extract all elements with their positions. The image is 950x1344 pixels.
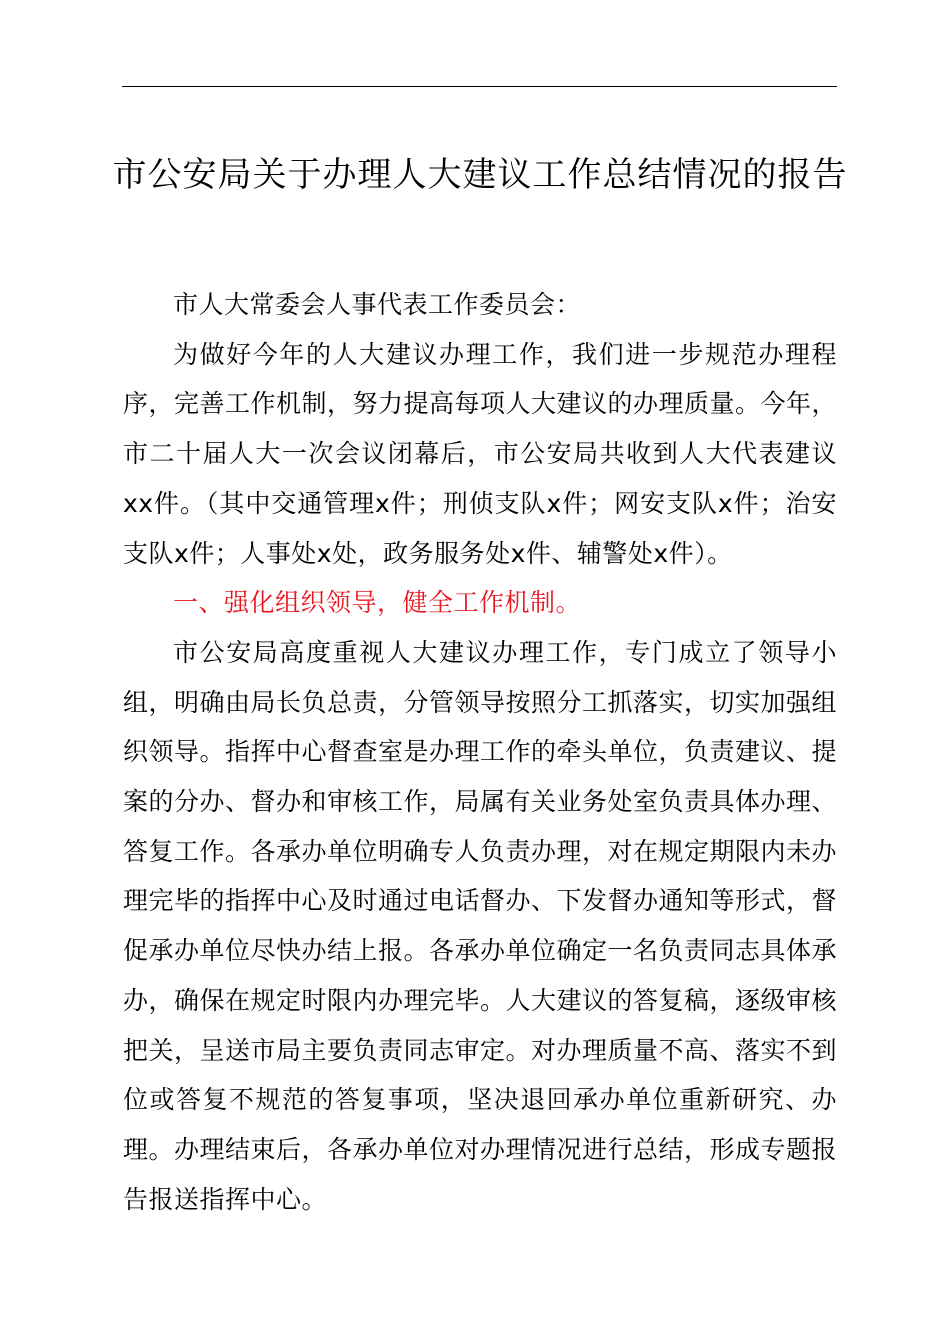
document-body: [123, 280, 837, 1224]
section-heading: 一、强化组织领导，健全工作机制。: [173, 588, 582, 618]
salutation: 市人大常委会人事代表工作委员会：: [173, 290, 582, 319]
intro-paragraph: 为做好今年的人大建议办理工作，我们进一步规范办理程序，完善工作机制，努力提高每项人大建议的办理质量。今年，市二十届人大一次会议闭幕后，市公安局共收到人大代表建议xx件。（其中交通管理x件；刑侦支队x件；网安支队x件；治安支队x件；人事处x处，政务服务处x件、辅警处x件）。: [123, 339, 838, 568]
document-title: 市公安局关于办理人大建议工作总结情况的报告: [112, 155, 848, 195]
header-rule: [122, 86, 837, 87]
section-paragraph: 市公安局高度重视人大建议办理工作，专门成立了领导小组，明确由局长负总责，分管领导按照分工抓落实，切实加强组织领导。指挥中心督查室是办理工作的牵头单位，负责建议、提案的分办、督办和审核工作，局属有关业务处室负责具体办理、答复工作。各承办单位明确专人负责办理，对在规定期限内未办理完毕的指挥中心及时通过电话督办、下发督办通知等形式，督促承办单位尽快办结上报。各承办单位确定一名负责同志具体承办，确保在规定时限内办理完毕。人大建议的答复稿，逐级审核把关，呈送市局主要负责同志审定。对办理质量不高、落实不到位或答复不规范的答复事项，坚决退回承办单位重新研究、办理。办理结束后，各承办单位对办理情况进行总结，形成专题报告报送指挥中心。: [123, 637, 838, 1214]
